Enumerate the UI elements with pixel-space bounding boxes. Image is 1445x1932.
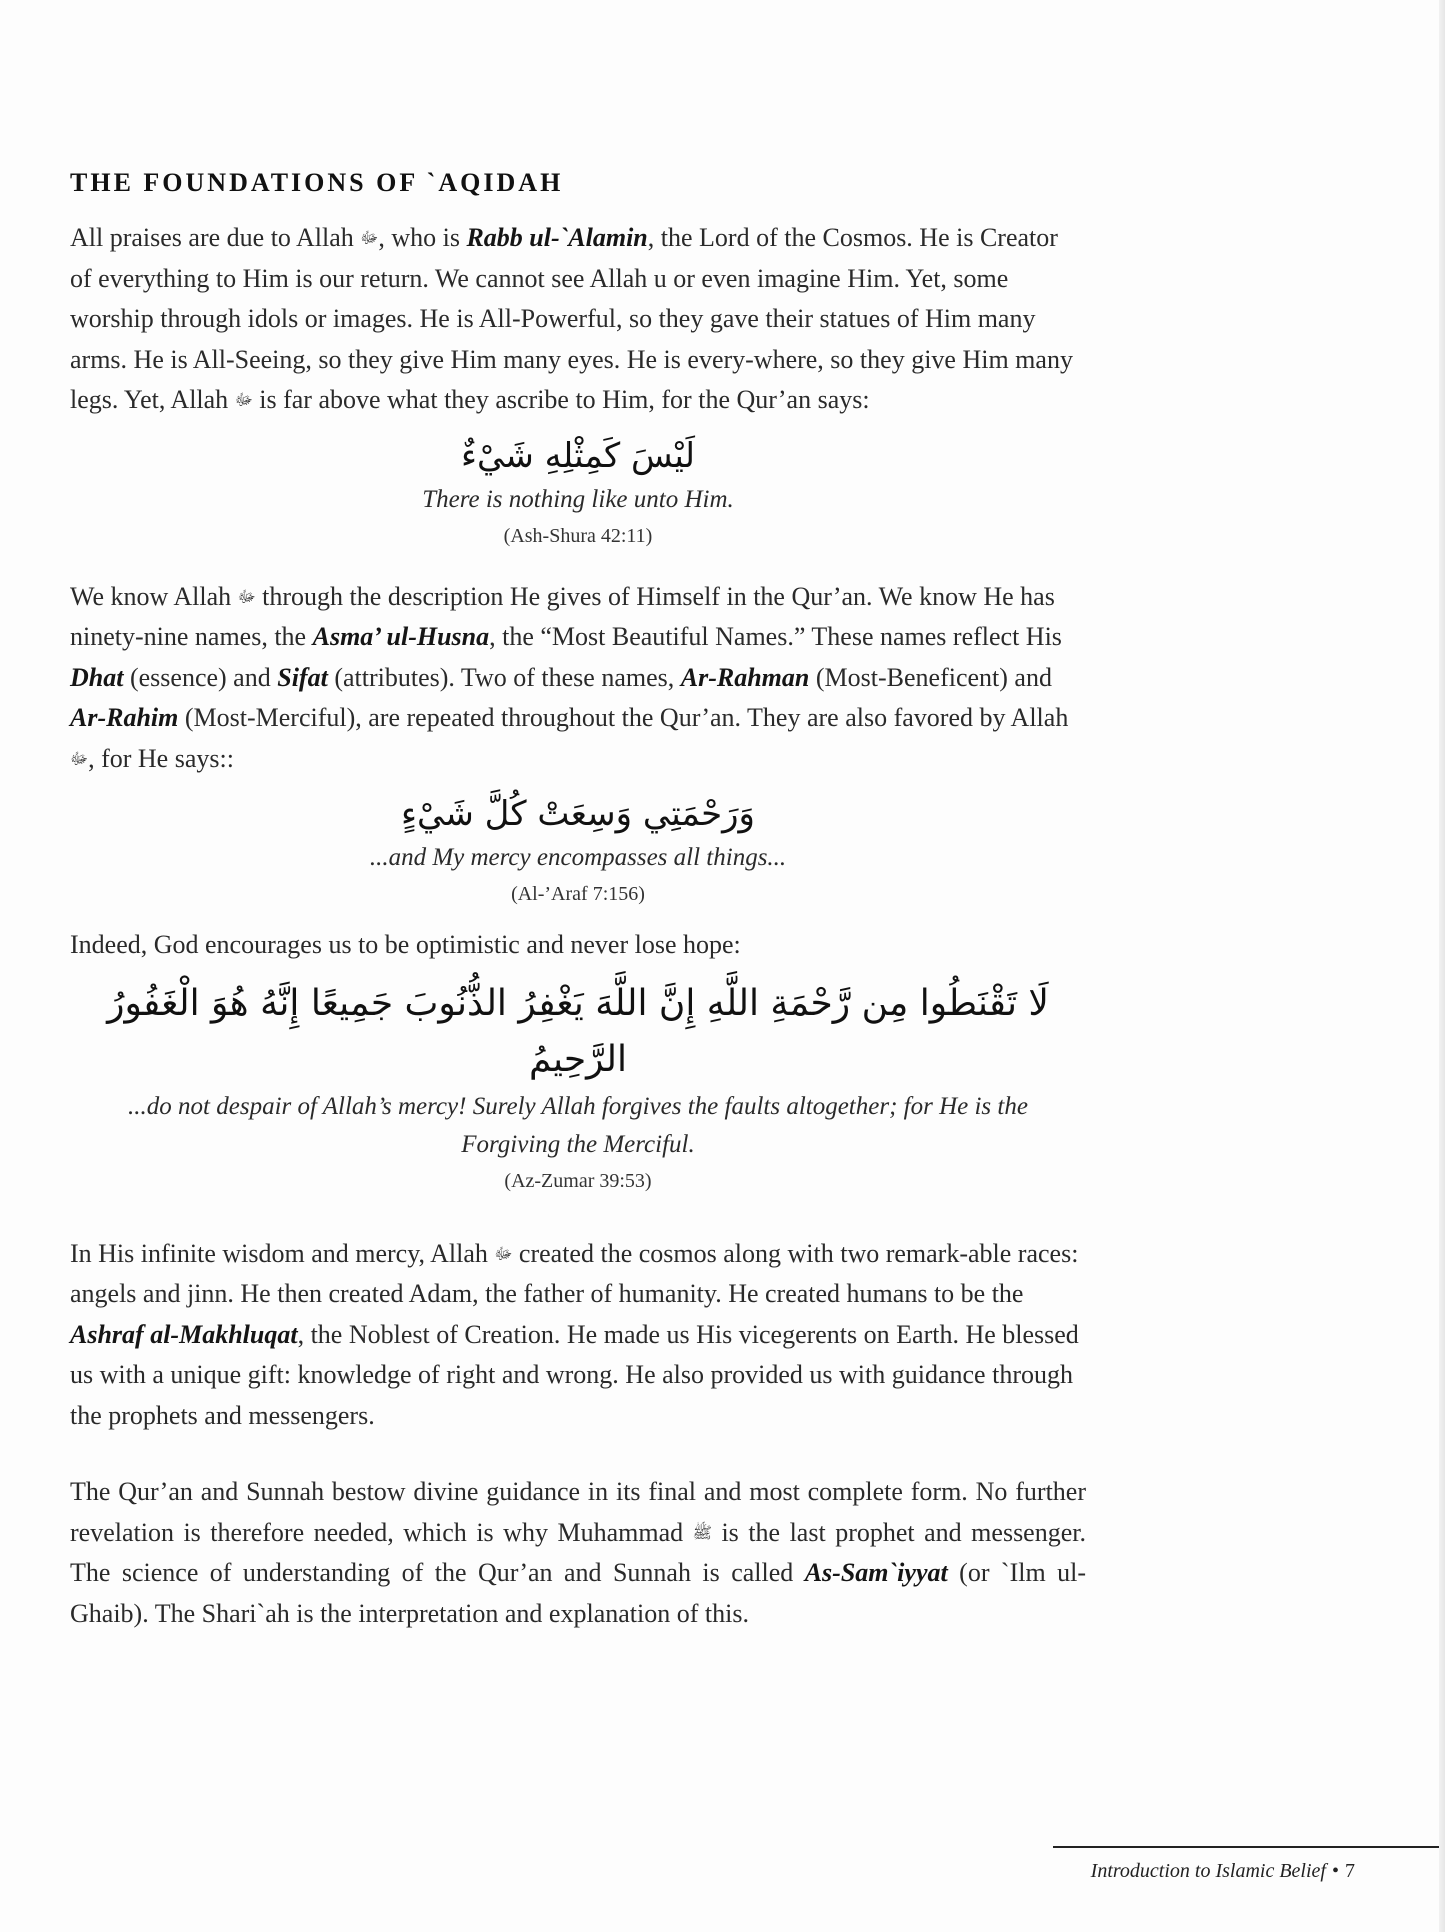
paragraph-5: The Qur’an and Sunnah bestow divine guidance in its final and most complete form. No further revelation is therefore needed, which is why Muhammad ﷺ is the last prophet and messenger. The science of understanding of the Qur’an and Sunnah is called As-Sam`iyyat (or `Ilm ul-Ghaib). The Shari`ah is the interpretation and explanation of this.	[70, 1477, 1087, 1628]
quote-al-araf	[70, 789, 1086, 911]
term-rabb-ul-alamin: Rabb ul-`Alamin	[466, 223, 648, 252]
quote-az-zumar	[70, 976, 1086, 1198]
honorific-icon: ﷻ	[234, 390, 253, 409]
quote-ash-shura	[70, 431, 1086, 553]
paragraph-4: In His infinite wisdom and mercy, Allah ﷻ created the cosmos along with two remark-able races: angels and jinn. He then created Adam, the father of humanity. He created humans to be the Ashraf al-Makhluqat, the Noblest of Creation. He made us His vicegerents on Earth. He blessed us with a unique gift: knowledge of right and wrong. He also provided us with guidance through the prophets and messengers.	[70, 1234, 1086, 1437]
term-dhat: Dhat	[70, 662, 124, 692]
verse-reference: (Az-Zumar 39:53)	[504, 1169, 652, 1192]
term-ashraf-al-makhluqat: Ashraf al-Makhluqat	[70, 1319, 298, 1349]
honorific-icon: ﷻ	[360, 228, 379, 247]
section-heading: THE FOUNDATIONS OF `AQIDAH	[70, 168, 564, 197]
verse-reference: (Ash-Shura 42:11)	[503, 524, 653, 547]
honorific-icon: ﷻ	[70, 748, 89, 768]
verse-translation-line-1: ...do not despair of Allah’s mercy! Surely Allah forgives the faults altogether; for He is the	[128, 1092, 1028, 1120]
term-ar-rahman: Ar-Rahman	[680, 662, 810, 692]
verse-translation-line-2: Forgiving the Merciful.	[461, 1130, 695, 1158]
term-asma-ul-husna: Asma’ ul-Husna	[312, 622, 490, 651]
page-content	[70, 168, 1086, 1634]
page-number: 7	[1345, 1860, 1355, 1882]
verse-translation: ...and My mercy encompasses all things...	[369, 844, 787, 871]
verse-translation: There is nothing like unto Him.	[422, 485, 734, 513]
paragraph-2: We know Allah ﷻ through the description He gives of Himself in the Qur’an. We know He has ninety-nine names, the Asma’ ul-Husna, the “Most Beautiful Names.” These names reflect His Dhat (essence) and Sifat (attributes). Two of these names, Ar-Rahman (Most-Beneficent) and Ar-Rahim (Most-Merciful), are repeated throughout the Qur’an. They are also favored by Allah ﷻ, for He says::	[70, 577, 1086, 780]
paragraph-3: Indeed, God encourages us to be optimistic and never lose hope:	[70, 930, 741, 959]
term-as-samiyyat: As-Sam`iyyat	[804, 1558, 948, 1587]
verse-reference: (Al-’Araf 7:156)	[511, 883, 645, 905]
page-footer	[1091, 1860, 1355, 1883]
term-sifat: Sifat	[277, 662, 328, 692]
prophet-honorific-icon: ﷺ	[692, 1522, 712, 1542]
footer-bullet: •	[1331, 1860, 1339, 1882]
arabic-verse: لَيْسَ كَمِثْلِهِ شَيْءٌ	[461, 435, 695, 476]
arabic-verse: لَا تَقْنَطُوا مِن رَّحْمَةِ اللَّهِ إِنَّ اللَّهَ يَغْفِرُ الذُّنُوبَ جَمِيعًا إِنَّهُ هُوَ الْغَفُورُ الرَّحِيمُ	[107, 982, 1049, 1080]
footer-rule	[1053, 1846, 1439, 1848]
term-ar-rahim: Ar-Rahim	[70, 703, 179, 732]
running-title: Introduction to Islamic Belief	[1090, 1860, 1326, 1882]
paragraph-1: All praises are due to Allah ﷻ, who is Rabb ul-`Alamin, the Lord of the Cosmos. He is Creator of everything to Him is our return. We cannot see Allah u or even imagine Him. Yet, some worship through idols or images. He is All-Powerful, so they gave their statues of Him many arms. He is All-Seeing, so they give Him many eyes. He is every-where, so they give Him many legs. Yet, Allah ﷻ is far above what they ascribe to Him, for the Qur’an says:	[70, 218, 1086, 421]
page-edge	[1439, 0, 1445, 1932]
arabic-verse: وَرَحْمَتِي وَسِعَتْ كُلَّ شَيْءٍ	[401, 794, 755, 834]
honorific-icon: ﷻ	[494, 1243, 513, 1263]
honorific-icon: ﷻ	[237, 586, 256, 606]
